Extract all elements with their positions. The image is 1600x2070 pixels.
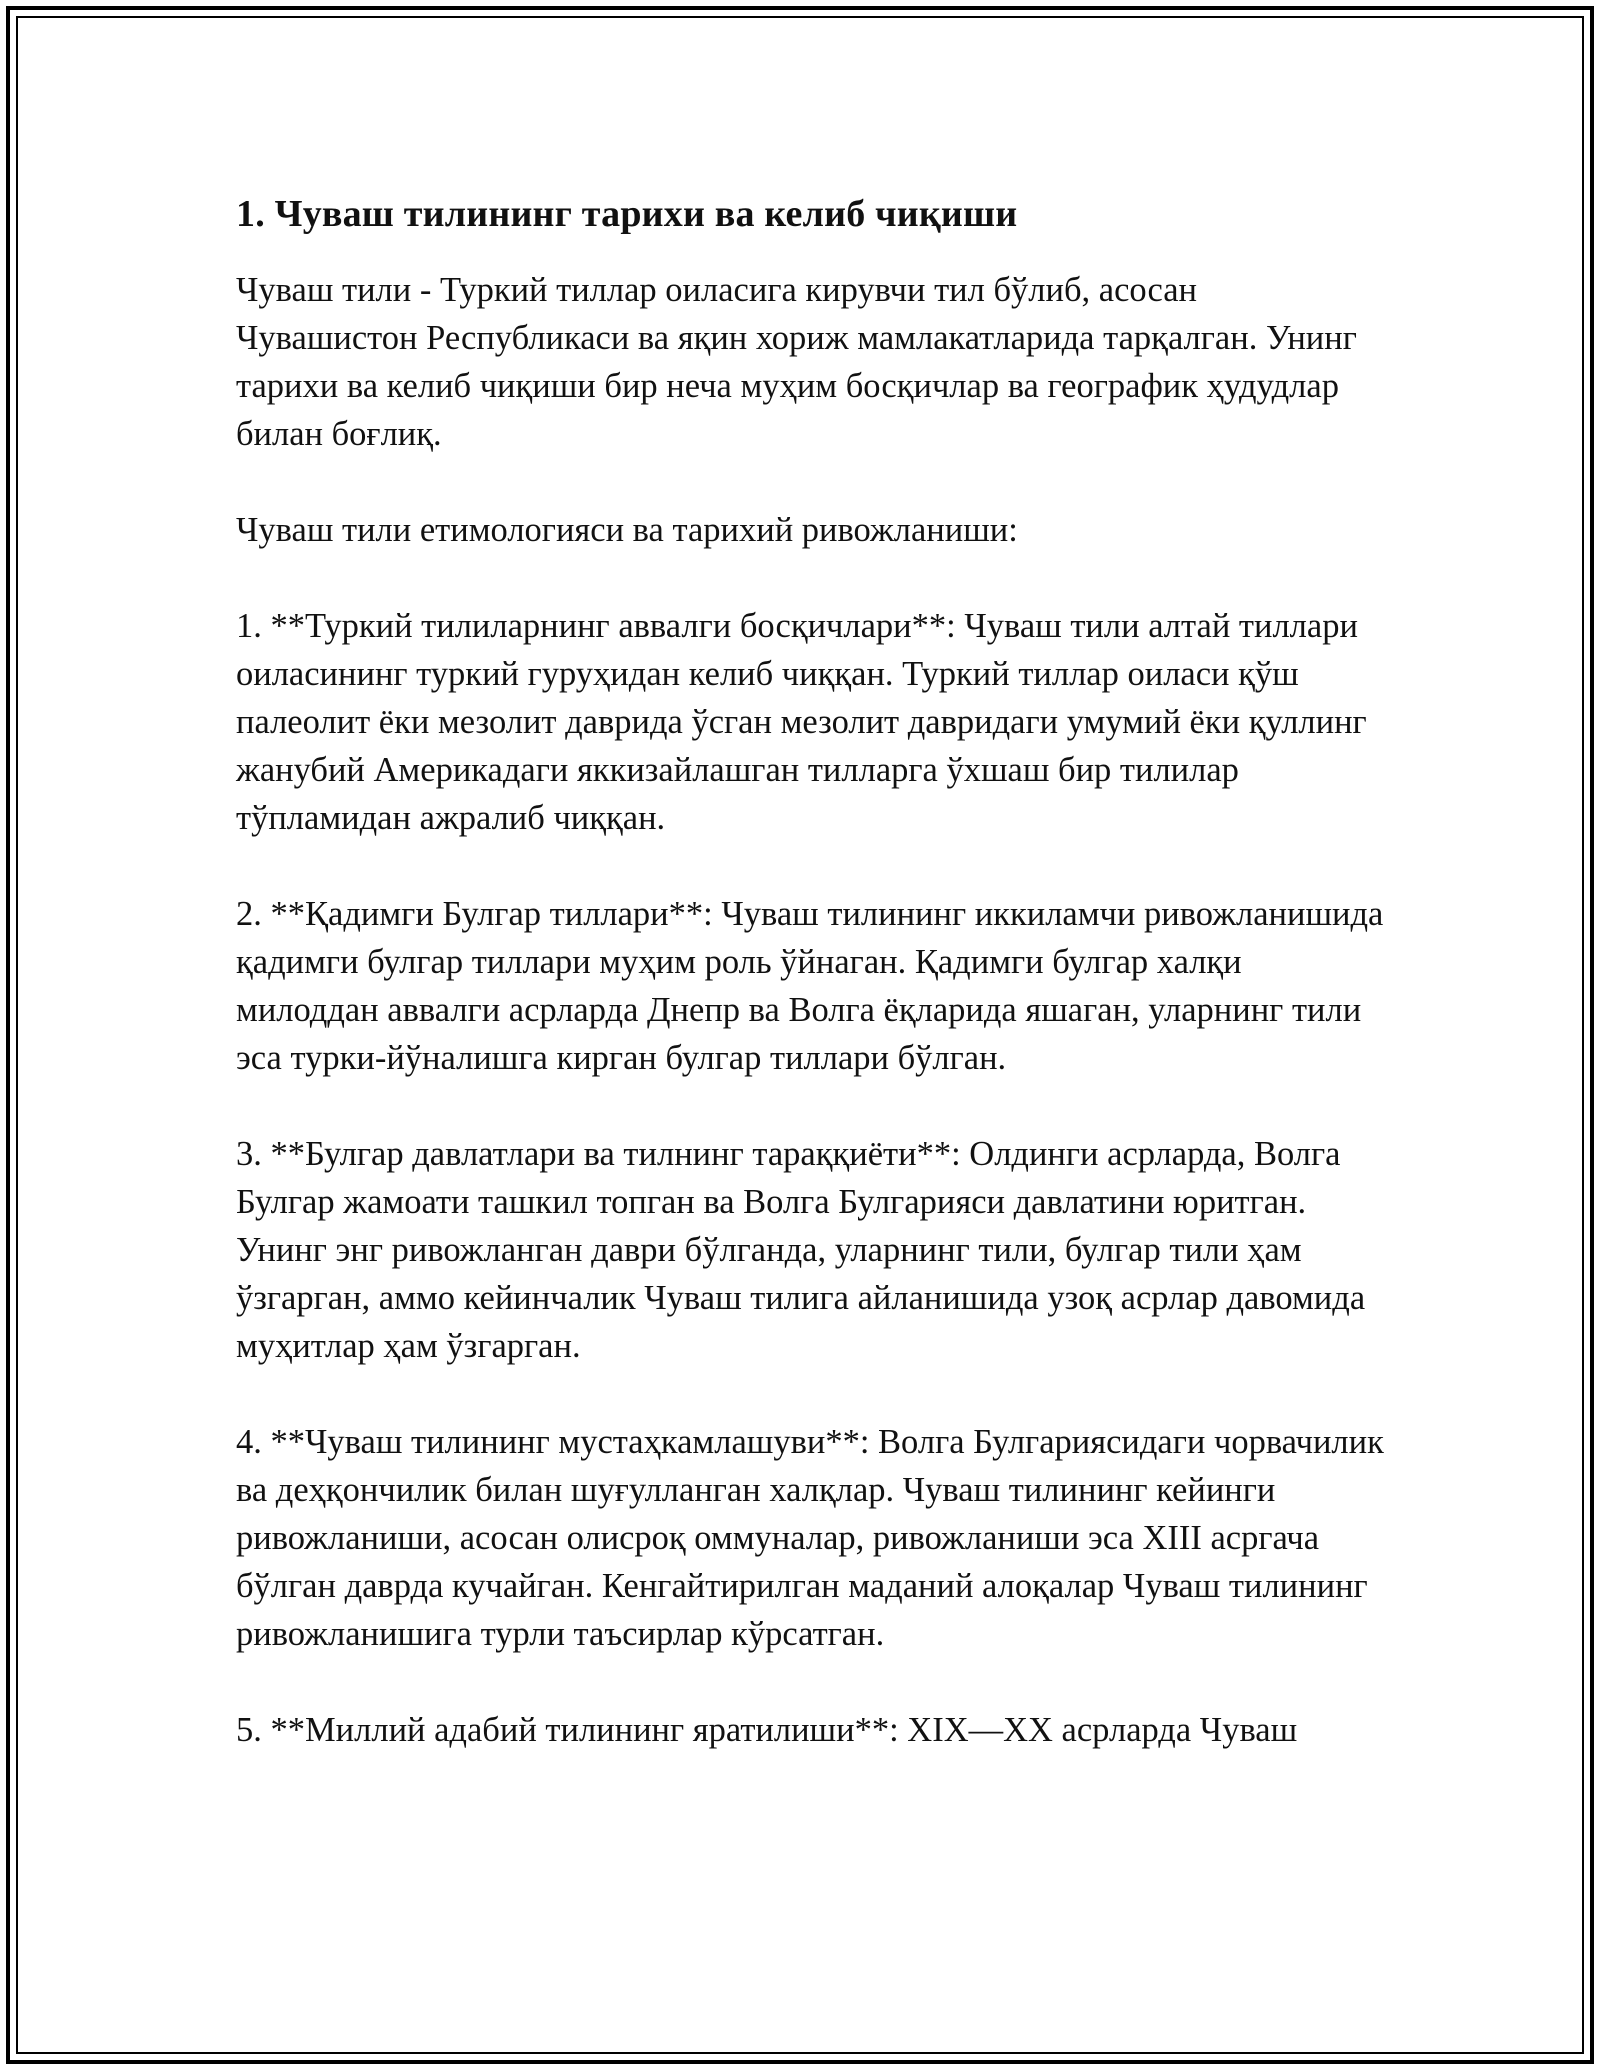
paragraph-item-4: 4. **Чуваш тилининг мустаҳкамлашуви**: Волга Булгариясидаги чорвачилик ва деҳқончилик билан шуғулланган халқлар. Чуваш тилининг кейинги ривожланиши, асосан олисроқ оммуналар, ривожланиши эса XIII асргача бўлган даврда кучайган. Кенгайтирилган маданий алоқалар Чуваш тилининг ривожланишига турли таъсирлар кўрсатган.	[236, 1423, 1384, 1653]
paragraph-etymology-heading: Чуваш тили етимологияси ва тарихий ривожланиши:	[236, 511, 1018, 549]
paragraph-item-3: 3. **Булгар давлатлари ва тилнинг тараққиёти**: Олдинги асрларда, Волга Булгар жамоати ташкил топган ва Волга Булгарияси давлатини юритган. Унинг энг ривожланган даври бўлганда, уларнинг тили, булгар тили ҳам ўзгарган, аммо кейинчалик Чуваш тилига айланишида узоқ асрлар давомида муҳитлар ҳам ўзгарган.	[236, 1135, 1366, 1365]
paragraph-intro: Чуваш тили - Туркий тиллар оиласига кирувчи тил бўлиб, асосан Чувашистон Республикаси ва яқин хориж мамлакатларида тарқалган. Унинг тарихи ва келиб чиқиши бир неча муҳим босқичлар ва географик ҳудудлар билан боғлиқ.	[236, 271, 1357, 453]
paragraph-item-2: 2. **Қадимги Булгар тиллари**: Чуваш тилининг иккиламчи ривожланишида қадимги булгар тиллари муҳим роль ўйнаган. Қадимги булгар халқи милоддан аввалги асрларда Днепр ва Волга ёқларида яшаган, уларнинг тили эса турки-йўналишга кирган булгар тиллари бўлган.	[236, 895, 1384, 1077]
document-title: 1. Чуваш тилининг тарихи ва келиб чиқиши	[236, 193, 1018, 235]
paragraph-item-5: 5. **Миллий адабий тилининг яратилиши**: XIX—XX асрларда Чуваш	[236, 1711, 1298, 1749]
document-body	[236, 188, 1386, 1802]
paragraph-item-1: 1. **Туркий тилиларнинг аввалги босқичлари**: Чуваш тили алтай тиллари оиласининг туркий гуруҳидан келиб чиққан. Туркий тиллар оиласи қўш палеолит ёки мезолит даврида ўсган мезолит давридаги умумий ёки қуллинг жанубий Америкадаги яккизайлашган тилларга ўхшаш бир тилилар тўпламидан ажралиб чиққан.	[236, 607, 1367, 837]
